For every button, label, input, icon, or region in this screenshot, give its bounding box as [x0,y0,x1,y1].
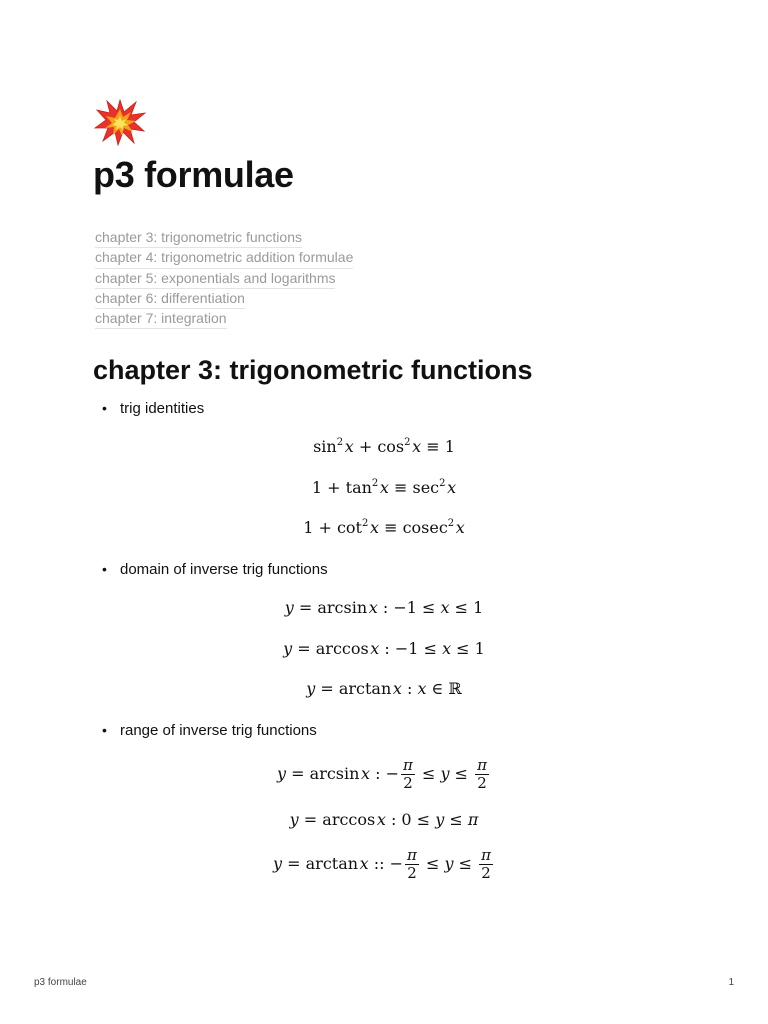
toc-link-chapter-3[interactable]: chapter 3: trigonometric functions [95,228,302,248]
bullet-dot: • [102,400,107,416]
bullet-dot: • [102,722,107,738]
toc-link-chapter-7[interactable]: chapter 7: integration [95,309,227,329]
bullet-trig-identities [102,400,204,417]
footer-title: p3 formulae [34,977,87,988]
page-title: p3 formulae [93,154,294,195]
equation-identity-1: $\sin^2$ $x + \cos^2$ x ≡ 1 [313,437,455,456]
toc-link-chapter-5[interactable]: chapter 5: exponentials and logarithms [95,269,335,289]
toc-link-chapter-6[interactable]: chapter 6: differentiation [95,289,245,309]
section-heading: chapter 3: trigonometric functions [93,355,533,385]
equation-identity-2: $1 + \tan^2$ $x \equiv \sec^2$ x [311,478,457,497]
bullet-label: range of inverse trig functions [120,722,317,739]
bullet-label: domain of inverse trig functions [120,561,328,578]
equation-range-arcsin: y = arcsin x : − $\frac{\pi}{2}$ ≤ y ≤ $\frac{\pi}{2}$ [277,756,487,792]
equation-domain-arctan: y = arctan x : x ∈ ℝ [306,679,462,698]
equation-domain-arcsin: y = arcsin x : −1 ≤ x ≤ 1 [284,598,484,617]
bullet-label: trig identities [120,400,205,417]
bullet-dot: • [102,561,107,577]
equation-domain-arccos: y = arccos x : −1 ≤ x ≤ 1 [283,639,485,658]
bullet-range-inverse-trig [102,722,317,739]
bullet-domain-inverse-trig [102,561,328,578]
table-of-contents [95,228,353,329]
footer-page-number: 1 [728,977,734,988]
equation-range-arccos: y = arccos x : 0 ≤ y ≤ π [289,810,479,829]
toc-link-chapter-4[interactable]: chapter 4: trigonometric addition formulae [95,248,353,268]
equation-range-arctan: y = arctan x :: − $\frac{\pi}{2}$ ≤ y ≤ $\frac{\pi}{2}$ [273,846,491,882]
collision-emoji-icon [94,98,146,146]
equation-identity-3: $1 + \cot^2$ x ≡ cosec$^2$ x [303,518,465,537]
